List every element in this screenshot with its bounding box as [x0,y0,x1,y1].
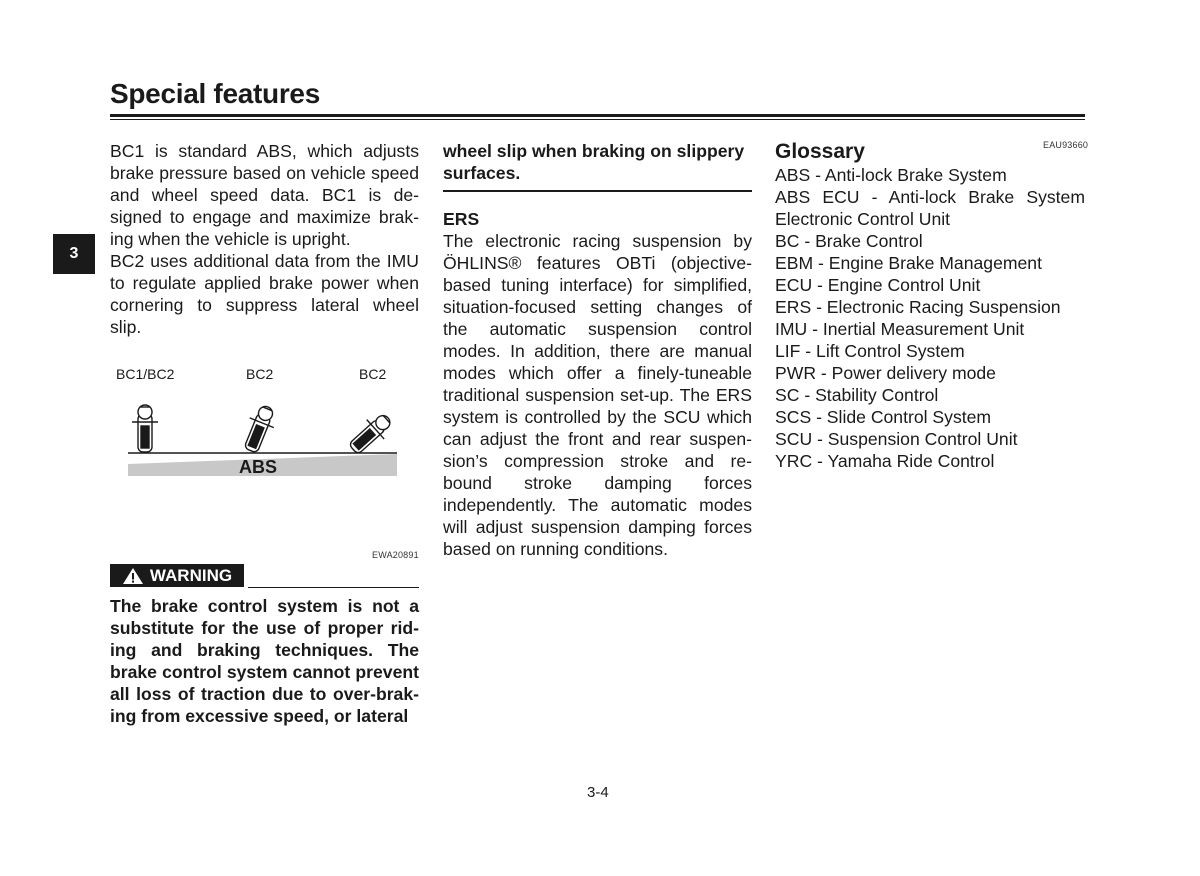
bc1-paragraph: BC1 is standard ABS, which adjusts brake pressure based on vehicle speed and wheel speed data. BC1 is de-signed to engage and maximize brak-ing when the vehicle is upright. [110,141,419,249]
glossary-item: LIF - Lift Control System [775,341,965,361]
glossary-item: EBM - Engine Brake Management [775,253,1042,273]
figure-label-lean: BC2 [246,366,274,382]
warning-end-rule [443,190,752,192]
column-middle [443,140,752,560]
warning-label: WARNING [149,565,233,585]
warning-ref-code: EWA20891 [372,550,419,560]
abs-label: ABS [238,457,278,477]
warning-rule [248,587,419,589]
rider-upright-icon [132,405,158,452]
ers-heading: ERS [443,208,480,229]
column-right [775,140,1085,472]
column-left [110,140,419,338]
ers-paragraph: The electronic racing suspension by ÖHLINS® features OBTi (objective-based tuning interface) for simplified, situation-focused setting changes of the automatic suspension control modes. In addition, there are manual modes which offer a finely-tuneable traditional suspension set-up. The ERS system is controlled by the SCU which can adjust the front and rear suspen-sion’s compression stroke and re-bound stroke damping forces independently. The automatic modes will adjust suspension damping forces based on running conditions. [443,230,752,559]
glossary-item: PWR - Power delivery mode [775,363,996,383]
figure-drawing [110,362,419,482]
header-rule-thin [110,119,1085,120]
rider-deep-lean-icon [344,408,396,459]
page-number: 3-4 [587,784,609,801]
rider-lean-icon [238,402,280,455]
bc2-paragraph: BC2 uses additional data from the IMU to regulate applied brake power when cornering to suppress lateral wheel slip. [110,251,419,337]
page-title: Special features [110,78,320,109]
glossary-item: SCU - Suspension Control Unit [775,429,1018,449]
glossary-heading: Glossary [775,140,865,163]
glossary-ref-code: EAU93660 [1043,140,1089,150]
glossary-item: SCS - Slide Control System [775,407,992,427]
glossary-item: IMU - Inertial Measurement Unit [775,319,1025,339]
brake-control-figure [110,362,419,482]
glossary-item: ERS - Electronic Racing Suspension [775,297,1061,317]
glossary-item: ECU - Engine Control Unit [775,275,981,295]
figure-label-upright: BC1/BC2 [116,366,175,382]
glossary-item: SC - Stability Control [775,385,939,405]
warning-continued-text: wheel slip when braking on slippery surfaces. [443,141,745,183]
header-rule-thick [110,114,1085,117]
glossary-item: YRC - Yamaha Ride Control [775,451,995,471]
warning-text: The brake control system is not a substitute for the use of proper rid-ing and braking techniques. The brake control system cannot prevent all loss of traction due to over-brak-ing from excessive speed, or lateral [110,596,419,726]
glossary-item: BC - Brake Control [775,231,923,251]
warning-badge [110,564,244,587]
warning-triangle-icon [122,567,144,585]
glossary-item: ABS - Anti-lock Brake System [775,165,1007,185]
figure-label-deep-lean: BC2 [359,366,387,382]
glossary-item: ABS ECU - Anti-lock Brake System Electronic Control Unit [775,187,1085,229]
chapter-tab[interactable]: 3 [53,234,95,274]
warning-header [110,564,419,588]
